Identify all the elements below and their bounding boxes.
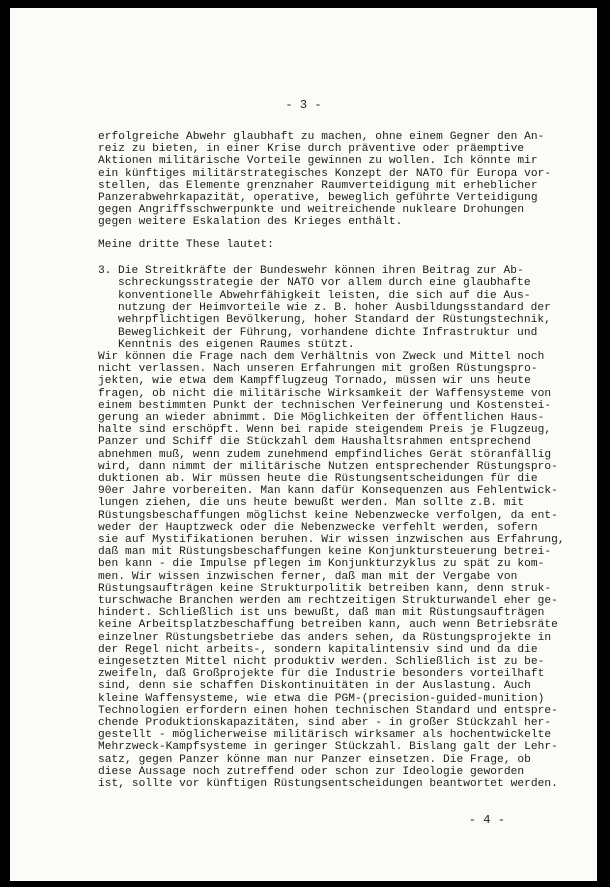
text-line: schreckungsstrategie der NATO vor allem durch eine glaubhafte xyxy=(118,277,531,290)
text-line: sie auf Mystifikationen beruhen. Wir wissen inzwischen aus Erfahrung, xyxy=(98,534,565,546)
text-line: erfolgreiche Abwehr glaubhaft zu machen, ohne einem Gegner den An- xyxy=(98,131,545,143)
thesis-number: 3. xyxy=(98,265,112,277)
document-page xyxy=(10,8,597,881)
text-line: ist, sollte vor künftigen Rüstungsentscheidungen beantwortet werden. xyxy=(98,778,558,790)
text-line: kleine Waffensysteme, wie etwa die PGM-(precision-guided-munition) xyxy=(98,692,545,705)
text-line: fragen, ob nicht die militärische Wirksamkeit der Waffensysteme von xyxy=(98,387,552,400)
text-line: gegen weitere Eskalation des Krieges enthält. xyxy=(98,216,403,229)
text-line: Aktionen militärische Vorteile gewinnen zu wollen. Ich könnte mir xyxy=(98,155,538,168)
text-line: Panzer und Schiff die Stückzahl dem Haushaltsrahmen entsprechend xyxy=(98,436,531,449)
text-line: gegen Angriffsschwerpunkte und weitreichende nukleare Drohungen xyxy=(98,204,525,217)
text-line: 90er Jahre vorbereiten. Man kann dafür Konsequenzen aus Fehlentwick- xyxy=(98,485,558,498)
text-line: Rüstungsbeschaffungen möglichst keine Nebenzwecke verfolgen, da ent- xyxy=(98,509,558,522)
text-line: wird, dann nimmt der militärische Nutzen entsprechender Rüstungspro- xyxy=(98,460,558,473)
text-line: Die Streitkräfte der Bundeswehr können ihren Beitrag zur Ab- xyxy=(118,265,524,277)
text-line: lungen ziehen, die uns heute bewußt werden. Man sollte z.B. mit xyxy=(98,497,525,510)
text-line: Beweglichkeit der Führung, vorhandene dichte Infrastruktur und xyxy=(118,326,538,339)
text-line: diese Aussage noch zutreffend oder schon zur Ideologie geworden xyxy=(98,765,525,778)
text-line: nicht verlassen. Nach unseren Erfahrungen mit großen Rüstungspro- xyxy=(98,363,538,376)
text-line: eingesetzten Mittel nicht produktiv werden. Schließlich ist zu be- xyxy=(98,656,545,668)
text-line: Mehrzweck-Kampfsysteme in geringer Stückzahl. Bislang galt der Lehr- xyxy=(98,741,558,754)
text-line: der Regel nicht arbeits-, sondern kapitalintensiv sind und da die xyxy=(98,643,538,656)
text-line: Technologien erfordern einen hohen technischen Standard und entspre- xyxy=(98,704,558,717)
text-line: daß man mit Rüstungsbeschaffungen keine Konjunktursteuerung betrei- xyxy=(98,546,552,559)
text-line: men. Wir wissen inzwischen ferner, daß man mit der Vergabe von xyxy=(98,570,518,583)
text-line: zweifeln, daß Großprojekte für die Industrie besonders vorteilhaft xyxy=(98,668,545,681)
text-line: Wir können die Frage nach dem Verhältnis von Zweck und Mittel noch xyxy=(98,351,545,363)
text-line: jekten, wie etwa dem Kampfflugzeug Tornado, müssen wir uns heute xyxy=(98,375,531,388)
thesis-intro: Meine dritte These lautet: xyxy=(98,239,274,251)
text-line: Rüstungsaufträgen keine Strukturpolitik betreiben kann, denn struk- xyxy=(98,582,552,595)
text-line: wehrpflichtigen Bevölkerung, hoher Standard der Rüstungstechnik, xyxy=(118,314,551,327)
text-line: hindert. Schließlich ist uns bewußt, daß man mit Rüstungsaufträgen xyxy=(98,607,545,620)
text-line: Panzerabwehrkapazität, operative, beweglich geführte Verteidigung xyxy=(98,192,538,204)
text-line: halte sind erschöpft. Wenn bei rapide steigendem Preis je Flugzeug, xyxy=(98,424,552,437)
text-line: einzelner Rüstungsbetriebe das anders sehen, da Rüstungsprojekte in xyxy=(98,631,552,644)
text-line: nutzung der Heimvorteile wie z. B. hoher Ausbildungsstandard der xyxy=(118,301,551,314)
text-line: chende Produktionskapazitäten, sind aber - in großer Stückzahl her- xyxy=(98,717,552,729)
text-line: keine Arbeitsplatzbeschaffung betreiben kann, auch wenn Betriebsräte xyxy=(98,619,558,632)
text-line: duktionen ab. Wir müssen heute die Rüstungsentscheidungen für die xyxy=(98,473,538,485)
text-line: turschwache Branchen werden am rechtzeitigen Strukturwandel eher ge- xyxy=(98,595,558,607)
page-number: - 3 - xyxy=(285,98,322,112)
text-line: gestellt - möglicherweise militärisch wirksamer als hochentwickelte xyxy=(98,729,552,742)
text-line: ben kann - die Impulse pflegen im Konjunkturzyklus zu spät zu kom- xyxy=(98,558,545,571)
next-page-number: - 4 - xyxy=(468,813,505,827)
text-line: satz, gegen Panzer könne man nur Panzer einsetzen. Die Frage, ob xyxy=(98,753,531,766)
text-line: abnehmen muß, wenn zudem zunehmend empfindliches Gerät störanfällig xyxy=(98,448,552,461)
text-line: konventionelle Abwehrfähigkeit leisten, die sich auf die Aus- xyxy=(118,289,531,302)
text-line: ein künftiges militärstrategisches Konzept der NATO für Europa vor- xyxy=(98,167,552,180)
text-line: stellen, das Elemente grenznaher Raumverteidigung mit erheblicher xyxy=(98,179,538,192)
text-line: sind, denn sie schaffen Diskontinuitäten in der Auslastung. Auch xyxy=(98,680,531,693)
text-line: weder der Hauptzweck oder die Nebenzwecke verfehlt werden, sofern xyxy=(98,521,538,534)
text-line: Kenntnis des eigenen Raumes stützt. xyxy=(118,338,355,351)
text-line: einem bestimmten Punkt der technischen Verfeinerung und Kostenstei- xyxy=(98,399,552,412)
text-line: reiz zu bieten, in einer Krise durch präventive oder präemptive xyxy=(98,143,525,156)
text-line: gerung an wieder abnimmt. Die Möglichkeiten der öffentlichen Haus- xyxy=(98,412,545,424)
